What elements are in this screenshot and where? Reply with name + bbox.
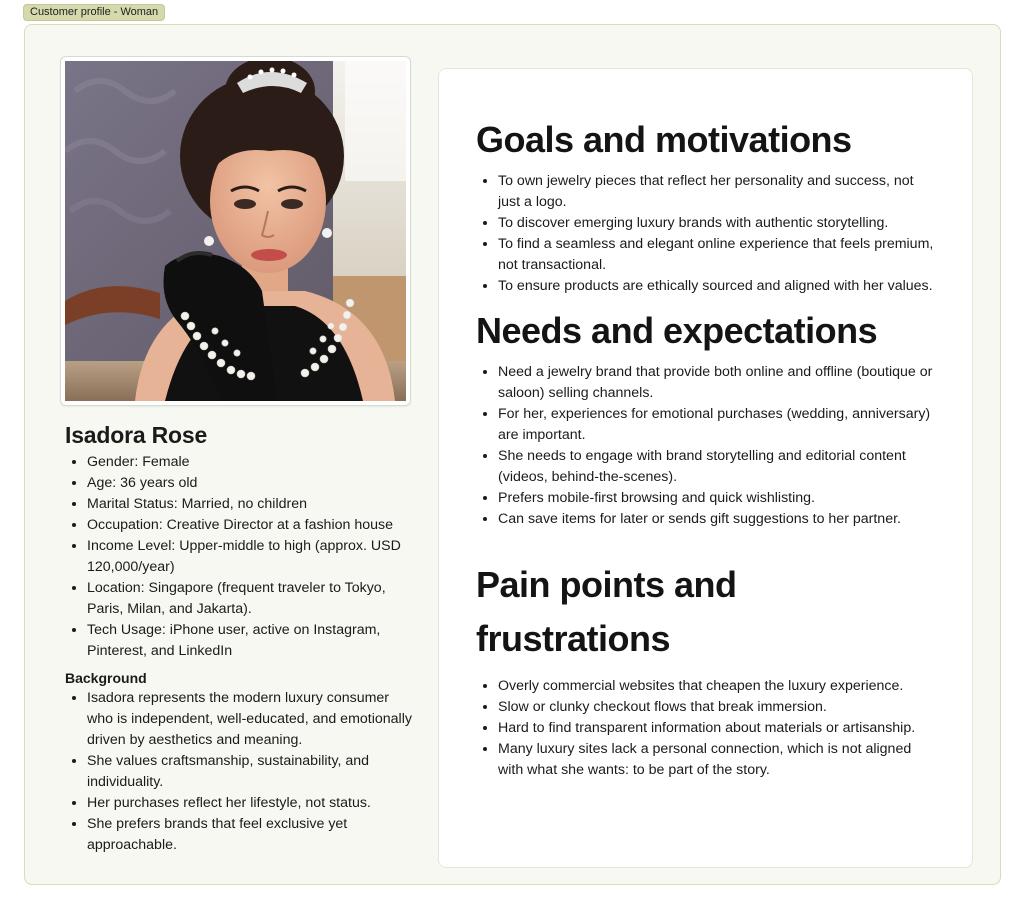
need-item: • She needs to engage with brand storytelling and editorial content (videos, behind-the-scenes). bbox=[498, 446, 936, 488]
goal-item: • To own jewelry pieces that reflect her personality and success, not just a logo. bbox=[498, 171, 936, 213]
fact-location: • Location: Singapore (frequent traveler to Tokyo, Paris, Milan, and Jakarta). bbox=[87, 578, 415, 620]
goals-section bbox=[476, 113, 936, 297]
fact-tech-usage: • Tech Usage: iPhone user, active on Instagram, Pinterest, and LinkedIn bbox=[87, 620, 415, 662]
need-item: • For her, experiences for emotional purchases (wedding, anniversary) are important. bbox=[498, 404, 936, 446]
fact-income: • Income Level: Upper-middle to high (approx. USD 120,000/year) bbox=[87, 536, 415, 578]
pain-point-item: • Hard to find transparent information about materials or artisanship. bbox=[498, 718, 936, 739]
fact-marital-status: • Marital Status: Married, no children bbox=[87, 494, 415, 515]
profile-details bbox=[65, 420, 415, 856]
profile-photo bbox=[60, 56, 411, 406]
pain-point-item: • Many luxury sites lack a personal connection, which is not aligned with what she wants: to be part of the story. bbox=[498, 739, 936, 781]
background-item: • She values craftsmanship, sustainability, and individuality. bbox=[87, 751, 415, 793]
persona-details-panel bbox=[438, 68, 973, 868]
goal-item: • To find a seamless and elegant online experience that feels premium, not transactional. bbox=[498, 234, 936, 276]
persona-facts bbox=[65, 452, 415, 662]
background-item: • Her purchases reflect her lifestyle, not status. bbox=[87, 793, 415, 814]
needs-list bbox=[476, 362, 936, 530]
pain-points-list bbox=[476, 676, 936, 781]
background-heading: Background bbox=[65, 670, 147, 686]
pain-points-title: Pain points and frustrations bbox=[476, 564, 737, 659]
profile-photo-illustration bbox=[65, 61, 406, 401]
need-item: • Prefers mobile-first browsing and quick wishlisting. bbox=[498, 488, 936, 509]
need-item: • Can save items for later or sends gift suggestions to her partner. bbox=[498, 509, 936, 530]
background-item: • Isadora represents the modern luxury consumer who is independent, well-educated, and emotionally driven by aesthetics and meaning. bbox=[87, 688, 415, 751]
fact-occupation: • Occupation: Creative Director at a fashion house bbox=[87, 515, 415, 536]
needs-title: Needs and expectations bbox=[476, 310, 878, 351]
goal-item: • To discover emerging luxury brands with authentic storytelling. bbox=[498, 213, 936, 234]
need-item: • Need a jewelry brand that provide both online and offline (boutique or saloon) selling channels. bbox=[498, 362, 936, 404]
fact-age: • Age: 36 years old bbox=[87, 473, 415, 494]
background-item: • She prefers brands that feel exclusive yet approachable. bbox=[87, 814, 415, 856]
pain-point-item: • Overly commercial websites that cheapen the luxury experience. bbox=[498, 676, 936, 697]
pain-points-section bbox=[476, 558, 936, 781]
background-list bbox=[65, 688, 415, 856]
persona-name: Isadora Rose bbox=[65, 422, 208, 448]
goals-list bbox=[476, 171, 936, 297]
pain-point-item: • Slow or clunky checkout flows that break immersion. bbox=[498, 697, 936, 718]
goal-item: • To ensure products are ethically sourced and aligned with her values. bbox=[498, 276, 936, 297]
goals-title: Goals and motivations bbox=[476, 119, 852, 160]
needs-section bbox=[476, 304, 936, 530]
fact-gender: • Gender: Female bbox=[87, 452, 415, 473]
frame-label[interactable]: Customer profile - Woman bbox=[23, 4, 165, 21]
profile-frame bbox=[24, 24, 1001, 885]
